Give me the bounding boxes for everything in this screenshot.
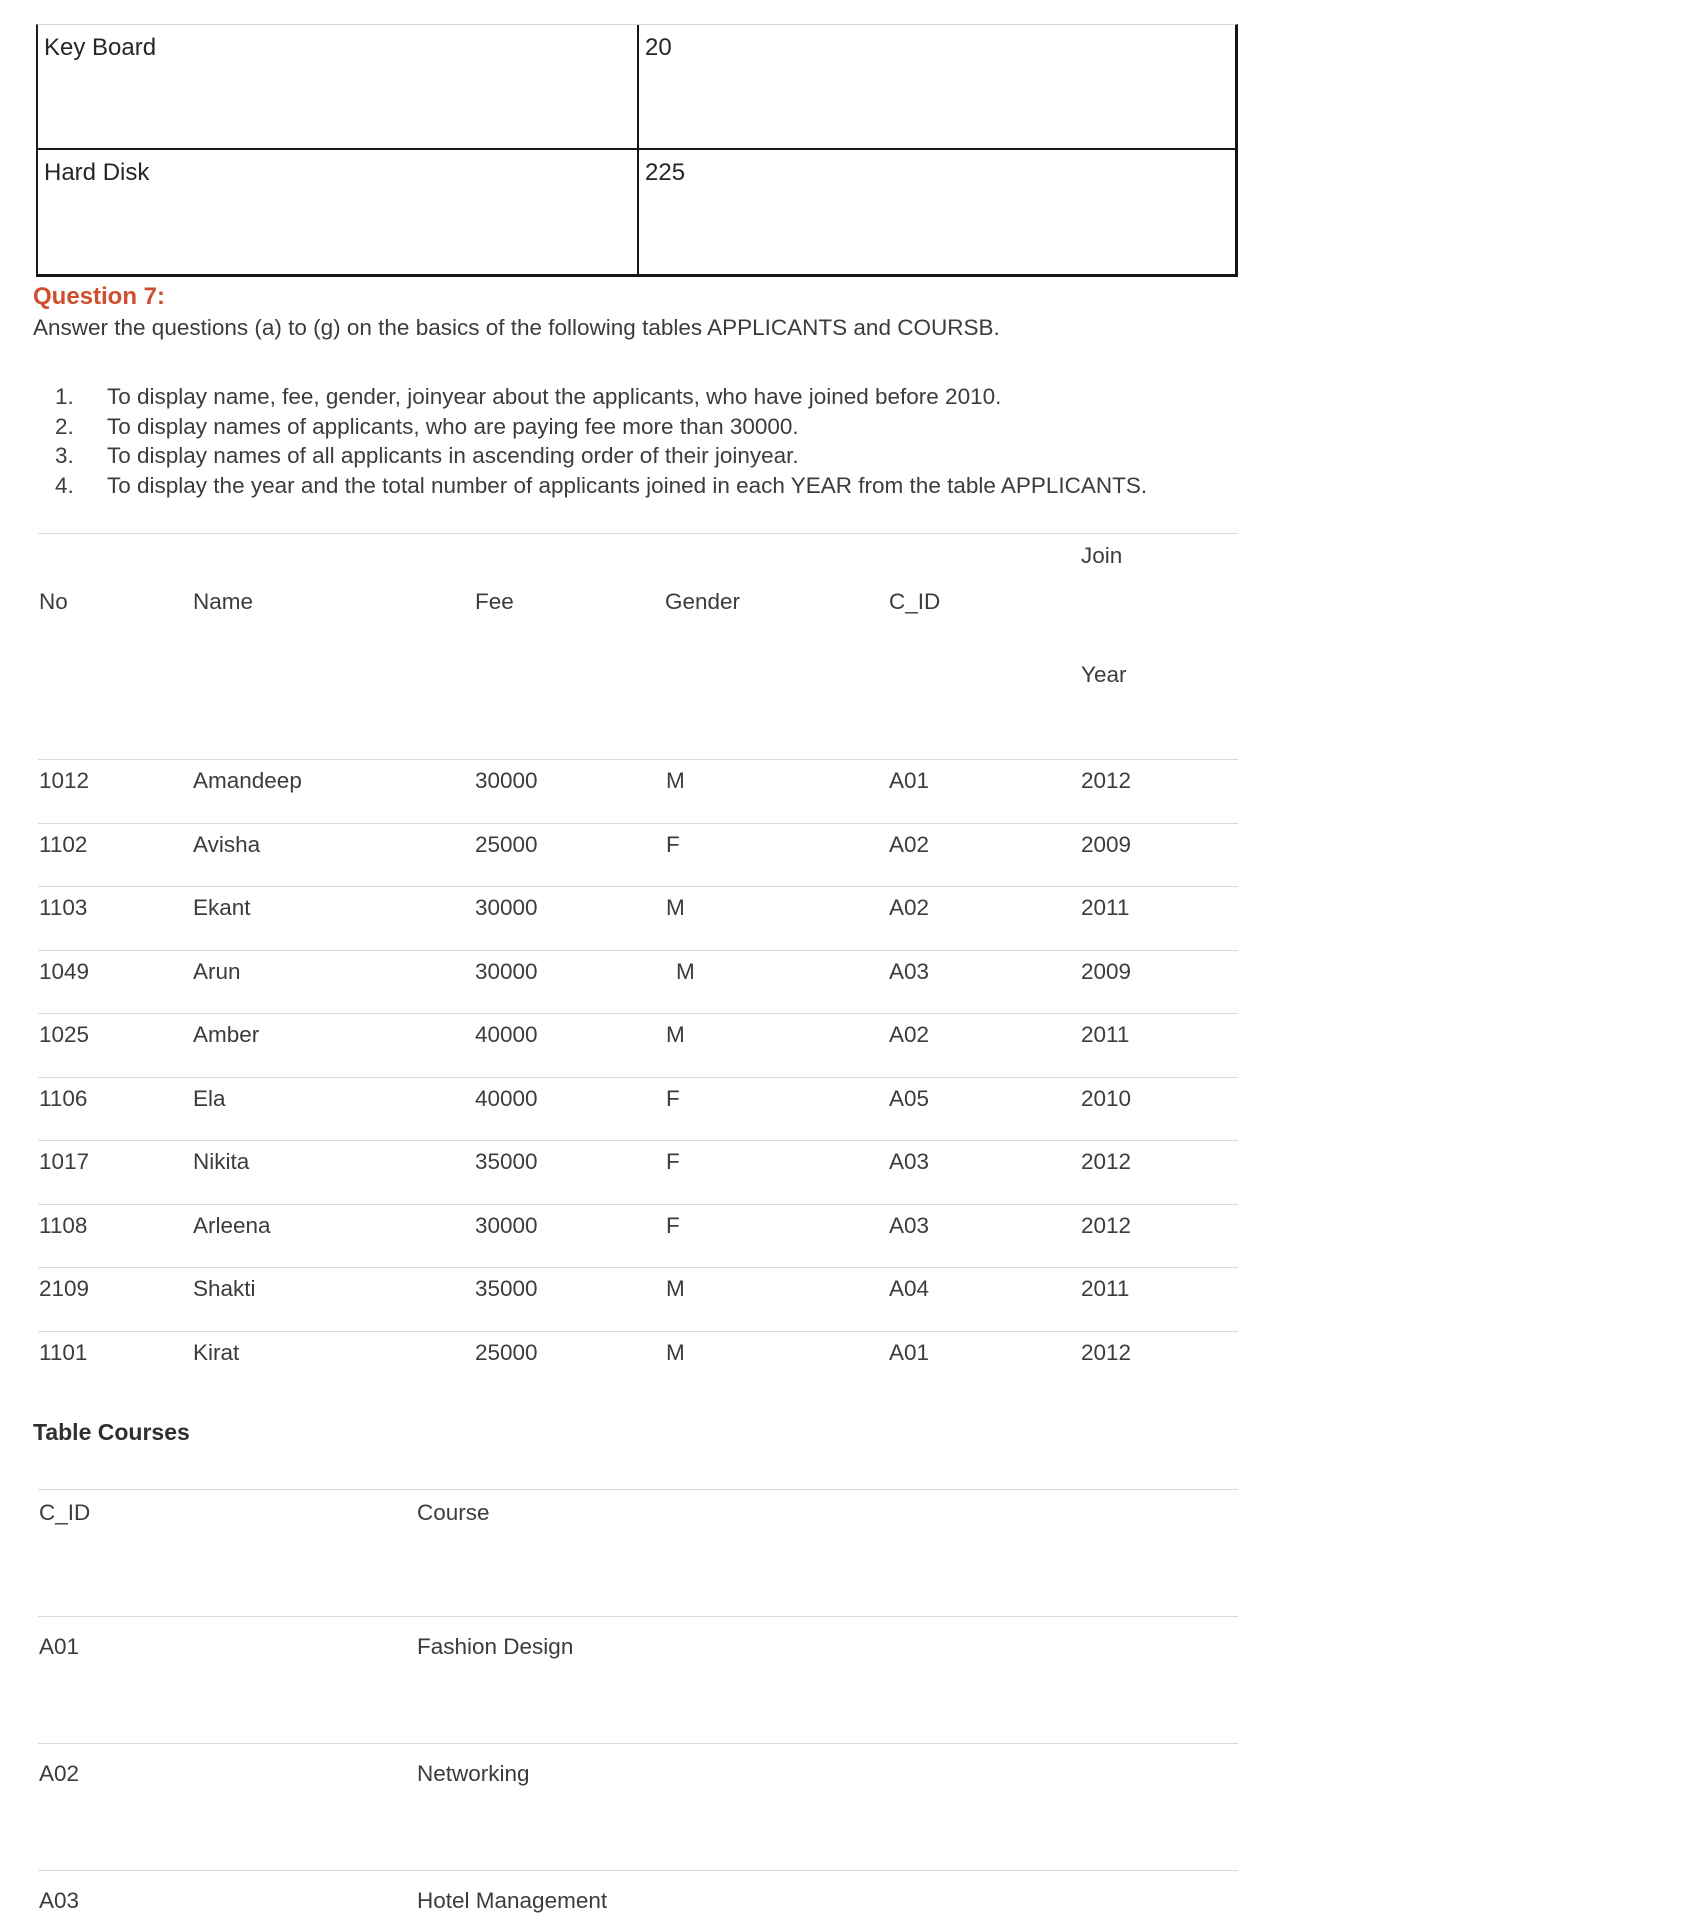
applicants-table bbox=[38, 533, 1238, 1394]
cell-course: Fashion Design bbox=[417, 1634, 574, 1659]
question-heading: Question 7: bbox=[33, 283, 166, 310]
cell-gender: M bbox=[676, 958, 695, 984]
cell-cid: A02 bbox=[889, 1022, 930, 1047]
spec-label-cell: Hard Disk bbox=[38, 150, 639, 274]
cell-gender: F bbox=[666, 1149, 680, 1174]
spec-label-cell: Key Board bbox=[38, 25, 639, 148]
cell-gender: M bbox=[666, 895, 685, 920]
cell-name: Amber bbox=[193, 1022, 260, 1047]
cell-no: 1103 bbox=[39, 895, 88, 920]
cell-fee: 30000 bbox=[475, 1212, 538, 1238]
table-row bbox=[38, 25, 1235, 150]
cell-course: Networking bbox=[417, 1761, 530, 1786]
list-item-number: 3. bbox=[55, 443, 74, 468]
cell-name: Nikita bbox=[193, 1149, 250, 1174]
table-row bbox=[38, 1140, 1238, 1204]
courses-header-row bbox=[38, 1489, 1238, 1616]
column-header-cid: C_ID bbox=[889, 589, 941, 614]
cell-no: 1108 bbox=[39, 1212, 88, 1238]
cell-cid: A03 bbox=[39, 1888, 80, 1913]
courses-table bbox=[38, 1489, 1238, 1917]
cell-no: 1106 bbox=[39, 1085, 88, 1111]
cell-cid: A04 bbox=[889, 1276, 930, 1301]
table-row bbox=[38, 950, 1238, 1014]
spec-value-cell: 225 bbox=[645, 159, 686, 186]
cell-fee: 35000 bbox=[475, 1149, 538, 1174]
list-item-number: 4. bbox=[55, 472, 74, 498]
table-row bbox=[38, 759, 1238, 823]
cell-cid: A05 bbox=[889, 1085, 930, 1111]
cell-gender: F bbox=[666, 1085, 680, 1111]
cell-no: 1049 bbox=[39, 958, 90, 984]
cell-fee: 30000 bbox=[475, 895, 538, 920]
question-list bbox=[0, 384, 1300, 502]
column-header-course: Course bbox=[417, 1500, 490, 1525]
spec-table bbox=[36, 24, 1238, 277]
list-item bbox=[0, 443, 1300, 473]
cell-cid: A01 bbox=[889, 768, 930, 793]
cell-cid: A02 bbox=[39, 1761, 80, 1786]
cell-joinyear: 2010 bbox=[1081, 1085, 1132, 1111]
cell-no: 1101 bbox=[39, 1339, 88, 1365]
cell-fee: 30000 bbox=[475, 958, 538, 984]
cell-joinyear: 2011 bbox=[1081, 1022, 1130, 1047]
cell-name: Arleena bbox=[193, 1212, 271, 1238]
cell-name: Kirat bbox=[193, 1339, 240, 1365]
table-row bbox=[38, 1077, 1238, 1141]
cell-course: Hotel Management bbox=[417, 1888, 608, 1913]
cell-cid: A03 bbox=[889, 1212, 930, 1238]
list-item bbox=[0, 384, 1300, 414]
cell-cid: A02 bbox=[889, 895, 930, 920]
cell-no: 1102 bbox=[39, 831, 88, 857]
question-intro: Answer the questions (a) to (g) on the basics of the following tables APPLICANTS and COURSB. bbox=[33, 315, 1000, 340]
cell-no: 1025 bbox=[39, 1022, 90, 1047]
table-row bbox=[38, 823, 1238, 887]
cell-joinyear: 2012 bbox=[1081, 1212, 1132, 1238]
list-item-number: 2. bbox=[55, 413, 74, 439]
cell-joinyear: 2012 bbox=[1081, 768, 1132, 793]
cell-name: Ela bbox=[193, 1085, 226, 1111]
cell-cid: A01 bbox=[39, 1634, 80, 1659]
table-row bbox=[38, 1204, 1238, 1268]
cell-gender: M bbox=[666, 1022, 685, 1047]
list-item bbox=[0, 473, 1300, 503]
column-header-no: No bbox=[39, 589, 68, 614]
courses-table-title: Table Courses bbox=[33, 1419, 190, 1445]
cell-joinyear: 2011 bbox=[1081, 1276, 1130, 1301]
table-row bbox=[38, 150, 1235, 274]
cell-name: Amandeep bbox=[193, 768, 302, 793]
cell-cid: A03 bbox=[889, 1149, 930, 1174]
cell-no: 1012 bbox=[39, 768, 90, 793]
cell-joinyear: 2012 bbox=[1081, 1339, 1132, 1365]
cell-no: 2109 bbox=[39, 1276, 90, 1301]
column-header-join: Join bbox=[1081, 543, 1123, 568]
cell-gender: M bbox=[666, 768, 685, 793]
table-row bbox=[38, 1013, 1238, 1077]
cell-gender: F bbox=[666, 1212, 680, 1238]
table-row bbox=[38, 1616, 1238, 1743]
list-item-text: To display name, fee, gender, joinyear about the applicants, who have joined before 2010. bbox=[107, 384, 1002, 409]
column-header-fee: Fee bbox=[475, 589, 514, 614]
cell-gender: F bbox=[666, 831, 680, 857]
cell-cid: A02 bbox=[889, 831, 930, 857]
cell-fee: 30000 bbox=[475, 768, 538, 793]
cell-cid: A03 bbox=[889, 958, 930, 984]
table-row bbox=[38, 1870, 1238, 1917]
list-item-number: 1. bbox=[55, 384, 74, 409]
cell-gender: M bbox=[666, 1276, 685, 1301]
list-item bbox=[0, 414, 1300, 444]
table-row bbox=[38, 1267, 1238, 1331]
column-header-year: Year bbox=[1081, 662, 1127, 687]
table-row bbox=[38, 1743, 1238, 1870]
list-item-text: To display names of applicants, who are paying fee more than 30000. bbox=[107, 413, 799, 439]
cell-joinyear: 2009 bbox=[1081, 831, 1132, 857]
list-item-text: To display names of all applicants in ascending order of their joinyear. bbox=[107, 443, 799, 468]
applicants-header-row bbox=[38, 533, 1238, 759]
cell-fee: 40000 bbox=[475, 1022, 538, 1047]
cell-joinyear: 2011 bbox=[1081, 895, 1130, 920]
cell-fee: 40000 bbox=[475, 1085, 538, 1111]
cell-fee: 25000 bbox=[475, 831, 538, 857]
table-row bbox=[38, 1331, 1238, 1395]
column-header-cid: C_ID bbox=[39, 1500, 91, 1525]
cell-name: Ekant bbox=[193, 895, 251, 920]
list-item-text: To display the year and the total number of applicants joined in each YEAR from the table APPLICANTS. bbox=[107, 472, 1148, 498]
cell-joinyear: 2009 bbox=[1081, 958, 1132, 984]
table-row bbox=[38, 886, 1238, 950]
cell-name: Avisha bbox=[193, 831, 261, 857]
column-header-gender: Gender bbox=[665, 589, 741, 614]
cell-no: 1017 bbox=[39, 1149, 90, 1174]
cell-gender: M bbox=[666, 1339, 685, 1365]
spec-value-cell: 20 bbox=[645, 34, 672, 61]
cell-joinyear: 2012 bbox=[1081, 1149, 1132, 1174]
cell-fee: 35000 bbox=[475, 1276, 538, 1301]
cell-name: Shakti bbox=[193, 1276, 256, 1301]
cell-name: Arun bbox=[193, 958, 241, 984]
column-header-name: Name bbox=[193, 589, 254, 614]
cell-cid: A01 bbox=[889, 1339, 930, 1365]
cell-fee: 25000 bbox=[475, 1339, 538, 1365]
